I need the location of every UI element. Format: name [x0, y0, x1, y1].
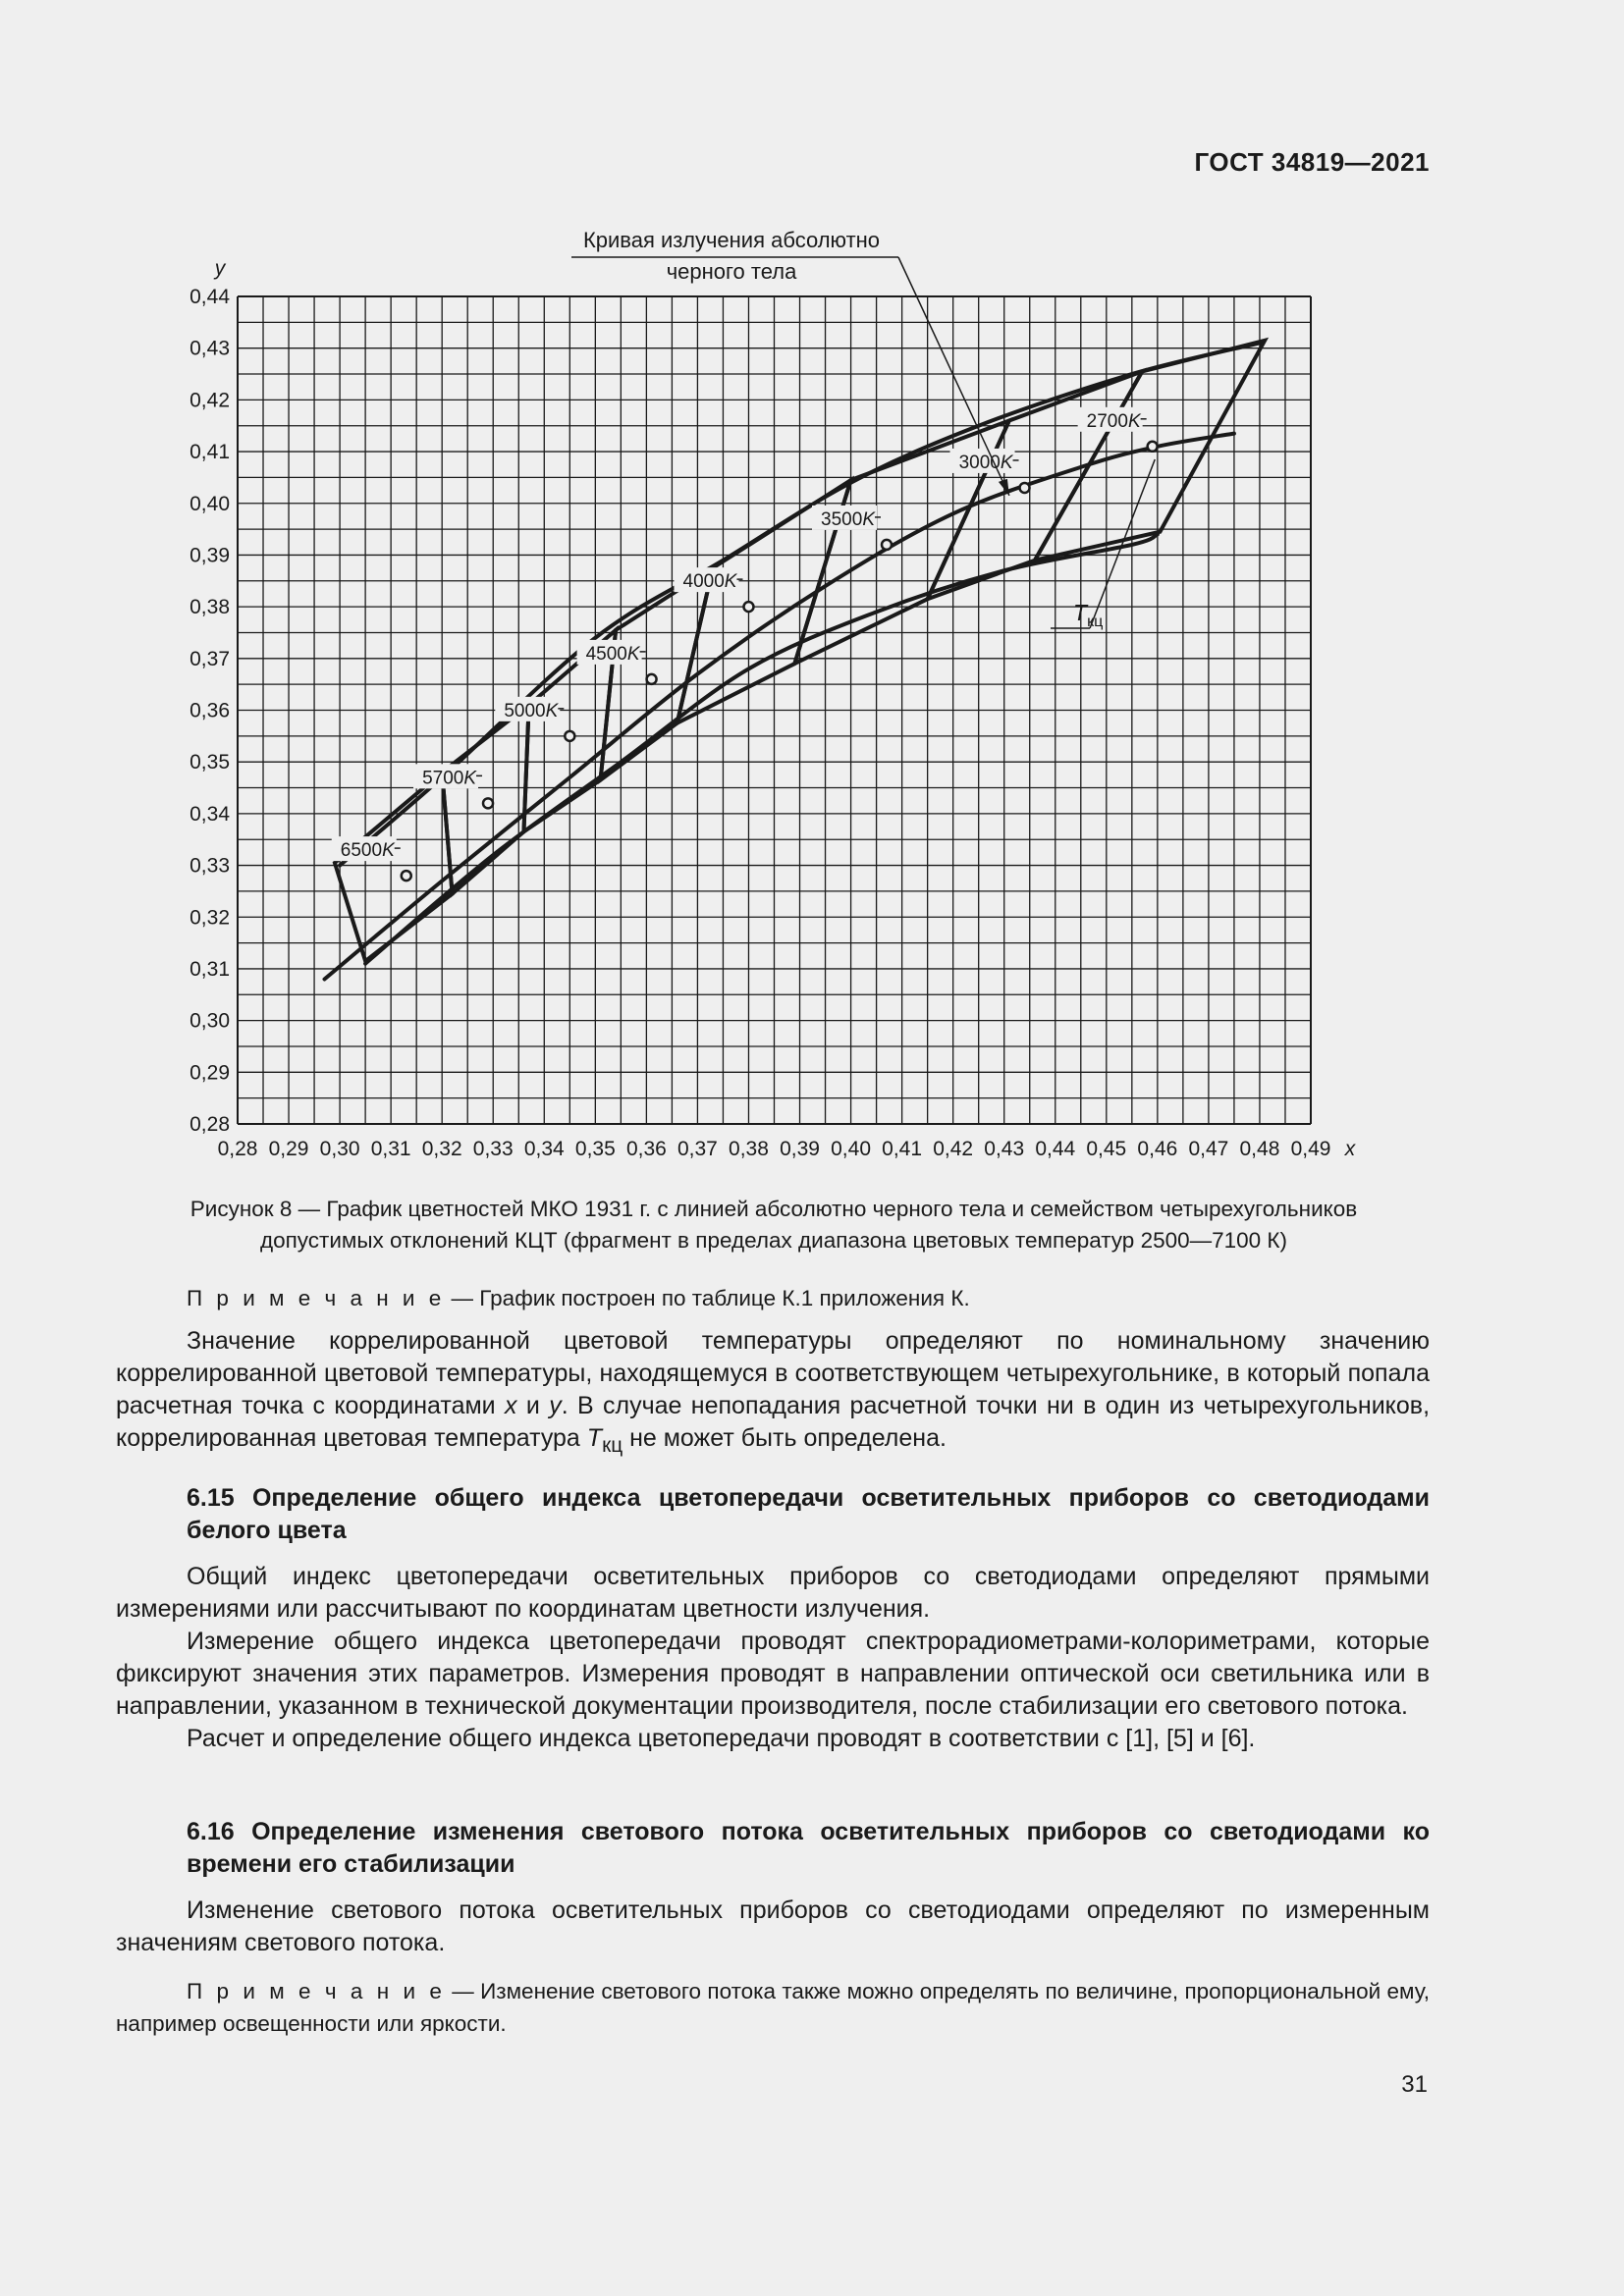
chart-points	[332, 407, 1158, 881]
var-x: x	[505, 1392, 517, 1419]
x-tick-label: 0,32	[421, 1138, 462, 1160]
y-tick-label: 0,39	[189, 544, 230, 567]
standard-code: ГОСТ 34819—2021	[1194, 147, 1430, 177]
chart-grid	[238, 296, 1311, 1124]
note-2-label: П р и м е ч а н и е	[187, 1979, 446, 2003]
section-6-15	[116, 1482, 1430, 1755]
cct-label: 4500K	[585, 643, 640, 665]
y-tick-label: 0,41	[189, 441, 230, 464]
y-tick-label: 0,29	[189, 1061, 230, 1085]
figure-caption-line1: Рисунок 8 — График цветностей МКО 1931 г. с линией абсолютно черного тела и семейством четырехугольников	[189, 1197, 1358, 1221]
curve-annotation-line2: черного тела	[666, 259, 797, 284]
x-tick-label: 0,44	[1035, 1138, 1076, 1160]
x-tick-label: 0,29	[268, 1138, 309, 1160]
note-1-text: — График построен по таблице К.1 приложения К.	[445, 1286, 970, 1310]
x-tick-label: 0,43	[984, 1138, 1025, 1160]
y-tick-label: 0,43	[189, 337, 230, 360]
para1-text-b: . В случае непопадания расчетной точки ни в один из четырехугольников, коррелированная цветовая температура	[116, 1392, 1431, 1452]
x-tick-label: 0,36	[625, 1138, 667, 1160]
y-tick-label: 0,36	[189, 699, 230, 722]
page-number: 31	[1401, 2071, 1428, 2098]
x-tick-label: 0,39	[780, 1138, 820, 1160]
x-tick-label: 0,33	[472, 1138, 514, 1160]
y-axis-label: y	[214, 257, 226, 280]
y-tick-label: 0,35	[189, 751, 230, 774]
section-6-16-p1: Изменение светового потока осветительных приборов со светодиодами определяют по измеренным значениям светового потока.	[116, 1896, 1430, 1956]
var-y: y	[549, 1392, 562, 1419]
figure-caption-line2: допустимых отклонений КЦТ (фрагмент в пределах диапазона цветовых температур 2500—7100 К)	[259, 1228, 1288, 1253]
y-tick-label: 0,32	[189, 906, 230, 930]
section-6-15-p2: Измерение общего индекса цветопередачи проводят спектрорадиометрами-колориметрами, которые фиксируют значения этих параметров. Измерения проводят в направлении оптической оси светильника или в направлении, указанном в технической документации производителя, после стабилизации его светового потока.	[116, 1628, 1430, 1720]
section-6-16-title: 6.16 Определение изменения светового потока осветительных приборов со светодиодами ко времени его стабилизации	[187, 1818, 1430, 1878]
x-axis-label: x	[1344, 1138, 1356, 1160]
cct-label: 5000K	[504, 700, 559, 721]
y-tick-label: 0,42	[189, 389, 230, 412]
y-tick-label: 0,31	[189, 957, 230, 981]
section-6-16	[116, 1816, 1430, 1959]
cct-label: 3500K	[821, 508, 876, 530]
x-tick-label: 0,46	[1137, 1138, 1178, 1160]
var-t: T	[586, 1424, 603, 1452]
cct-point	[743, 602, 753, 612]
chart-annotations	[571, 228, 1155, 630]
x-tick-label: 0,49	[1290, 1138, 1331, 1160]
tcc-label: $T_{кц}$	[1073, 600, 1104, 630]
x-tick-label: 0,48	[1239, 1138, 1280, 1160]
cct-label: 5700K	[422, 768, 477, 789]
paragraph-ctt	[116, 1325, 1430, 1462]
cct-label: 3000K	[958, 452, 1013, 473]
note-2	[116, 1975, 1430, 2040]
para1-text-c: не может быть определена.	[623, 1424, 947, 1452]
cct-point	[1020, 483, 1030, 493]
x-tick-label: 0,47	[1188, 1138, 1229, 1160]
y-tick-label: 0,40	[189, 492, 230, 515]
cct-point	[882, 540, 892, 550]
boundary-curve	[365, 534, 1158, 963]
y-tick-label: 0,34	[189, 802, 230, 826]
tolerance-quadrangle	[335, 773, 453, 961]
x-tick-label: 0,34	[523, 1138, 565, 1160]
cct-point	[565, 731, 574, 741]
y-tick-label: 0,37	[189, 647, 230, 670]
x-tick-label: 0,40	[831, 1138, 872, 1160]
cct-label: 4000K	[682, 571, 737, 593]
note-1	[116, 1282, 1430, 1314]
cct-label: 6500K	[340, 840, 395, 862]
cct-point	[483, 798, 493, 808]
para1-and: и	[516, 1392, 550, 1419]
cct-point	[402, 871, 411, 881]
blackbody-curve	[324, 434, 1233, 980]
figure-caption	[116, 1194, 1432, 1256]
y-tick-label: 0,30	[189, 1009, 230, 1033]
chart-tick-labels	[189, 257, 1357, 1160]
x-tick-label: 0,45	[1086, 1138, 1127, 1160]
x-tick-label: 0,42	[933, 1138, 974, 1160]
section-6-15-p1: Общий индекс цветопередачи осветительных приборов со светодиодами определяют прямыми измерениями или рассчитывают по координатам цветности излучения.	[116, 1563, 1430, 1623]
cct-point	[1148, 442, 1158, 452]
curve-annotation-line1: Кривая излучения абсолютно	[582, 228, 881, 252]
x-tick-label: 0,31	[370, 1138, 411, 1160]
section-6-15-title: 6.15 Определение общего индекса цветопередачи осветительных приборов со светодиодами белого цвета	[187, 1484, 1430, 1544]
y-tick-label: 0,28	[189, 1113, 230, 1136]
note-2-text: — Изменение светового потока также можно определять по величине, пропорциональной ему, например освещенности или яркости.	[116, 1979, 1430, 2036]
note-1-label: П р и м е ч а н и е	[187, 1286, 446, 1310]
y-tick-label: 0,38	[189, 596, 230, 619]
x-tick-label: 0,30	[319, 1138, 360, 1160]
x-tick-label: 0,35	[574, 1138, 616, 1160]
section-6-15-p3: Расчет и определение общего индекса цветопередачи проводят в соответствии с [1], [5] и [6].	[187, 1725, 1256, 1752]
y-tick-label: 0,44	[189, 286, 230, 308]
x-tick-label: 0,41	[882, 1138, 923, 1160]
para1-text-a: Значение коррелированной цветовой температуры определяют по номинальному значению коррелированной цветовой температуры, находящемуся в соответствующем четырехугольнике, в который попала расчетная точка с координатами	[116, 1327, 1430, 1419]
x-tick-label: 0,28	[217, 1138, 258, 1160]
x-tick-label: 0,37	[677, 1138, 718, 1160]
var-t-sub: кц	[602, 1434, 623, 1457]
x-tick-label: 0,38	[729, 1138, 769, 1160]
cct-label: 2700K	[1086, 410, 1141, 432]
cct-point	[647, 674, 657, 684]
y-tick-label: 0,33	[189, 854, 230, 878]
